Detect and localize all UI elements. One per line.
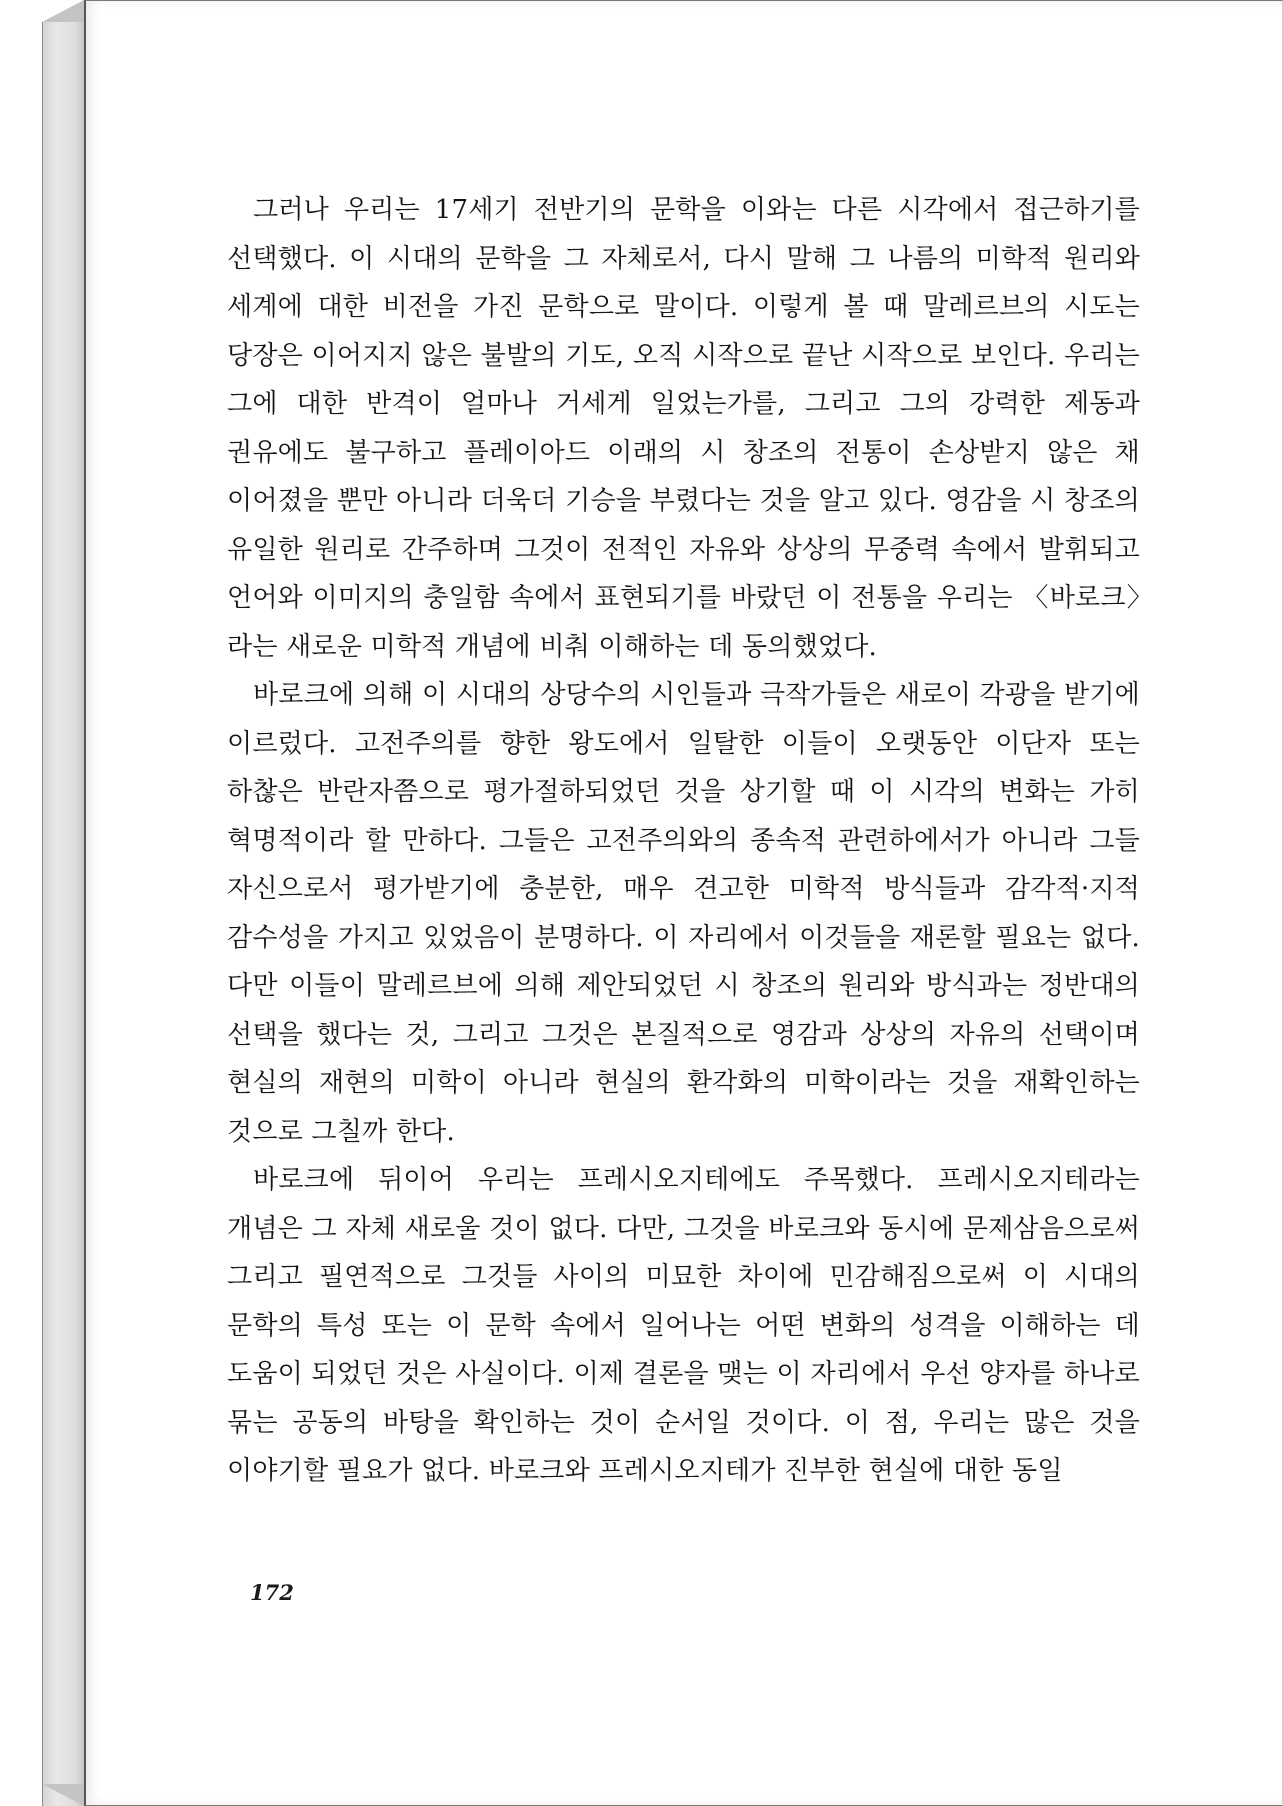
paragraph-text: 바로크에 뒤이어 우리는 프레시오지테에도 주목했다. 프레시오지테라는 개념은 그 자체 새로울 것이 없다. 다만, 그것을 바로크와 동시에 문제삼음으로써 그리고 필연적으로 그것들 사이의 미묘한 차이에 민감해짐으로써 이 시대의 문학의 특성 또는 이 문학 속에서 일어나는 어떤 변화의 성격을 이해하는 데 도움이 되었던 것은 사실이다. 이제 결론을 맺는 이 자리에서 우선 양자를 하나로 묶는 공동의 바탕을 확인하는 것이 순서일 것이다. 이 점, 우리는 많은 것을 이야기할 필요가 없다. 바로크와 프레시오지테가 진부한 현실에 대한 동일: [227, 1165, 1140, 1486]
book-spine-top: [42, 0, 84, 22]
book-spine-bottom: [42, 1784, 84, 1806]
paragraph: [227, 671, 1140, 1156]
page-body-text: [227, 186, 1140, 1496]
page-number: 172: [250, 1580, 294, 1605]
book-spine: [42, 22, 84, 1806]
paragraph-text: 그러나 우리는 17세기 전반기의 문학을 이와는 다른 시각에서 접근하기를 선택했다. 이 시대의 문학을 그 자체로서, 다시 말해 그 나름의 미학적 원리와 세계에 대한 비전을 가진 문학으로 말이다. 이렇게 볼 때 말레르브의 시도는 당장은 이어지지 않은 불발의 기도, 오직 시작으로 끝난 시작으로 보인다. 우리는 그에 대한 반격이 얼마나 거세게 일었는가를, 그리고 그의 강력한 제동과 권유에도 불구하고 플레이아드 이래의 시 창조의 전통이 손상받지 않은 채 이어졌을 뿐만 아니라 더욱더 기승을 부렸다는 것을 알고 있다. 영감을 시 창조의 유일한 원리로 간주하며 그것이 전적인 자유와 상상의 무중력 속에서 발휘되고 언어와 이미지의 충일함 속에서 표현되기를 바랐던 이 전통을 우리는 〈바로크〉라는 새로운 미학적 개념에 비춰 이해하는 데 동의했었다.: [227, 195, 1140, 662]
paragraph-text: 바로크에 의해 이 시대의 상당수의 시인들과 극작가들은 새로이 각광을 받기에 이르렀다. 고전주의를 향한 왕도에서 일탈한 이들이 오랫동안 이단자 또는 하찮은 반란자쯤으로 평가절하되었던 것을 상기할 때 이 시각의 변화는 가히 혁명적이라 할 만하다. 그들은 고전주의와의 종속적 관련하에서가 아니라 그들 자신으로서 평가받기에 충분한, 매우 견고한 미학적 방식들과 감각적·지적 감수성을 가지고 있었음이 분명하다. 이 자리에서 이것들을 재론할 필요는 없다. 다만 이들이 말레르브에 의해 제안되었던 시 창조의 원리와 방식과는 정반대의 선택을 했다는 것, 그리고 그것은 본질적으로 영감과 상상의 자유의 선택이며 현실의 재현의 미학이 아니라 현실의 환각화의 미학이라는 것을 재확인하는 것으로 그칠까 한다.: [227, 680, 1140, 1147]
paragraph: [227, 186, 1140, 671]
paragraph: [227, 1156, 1140, 1496]
